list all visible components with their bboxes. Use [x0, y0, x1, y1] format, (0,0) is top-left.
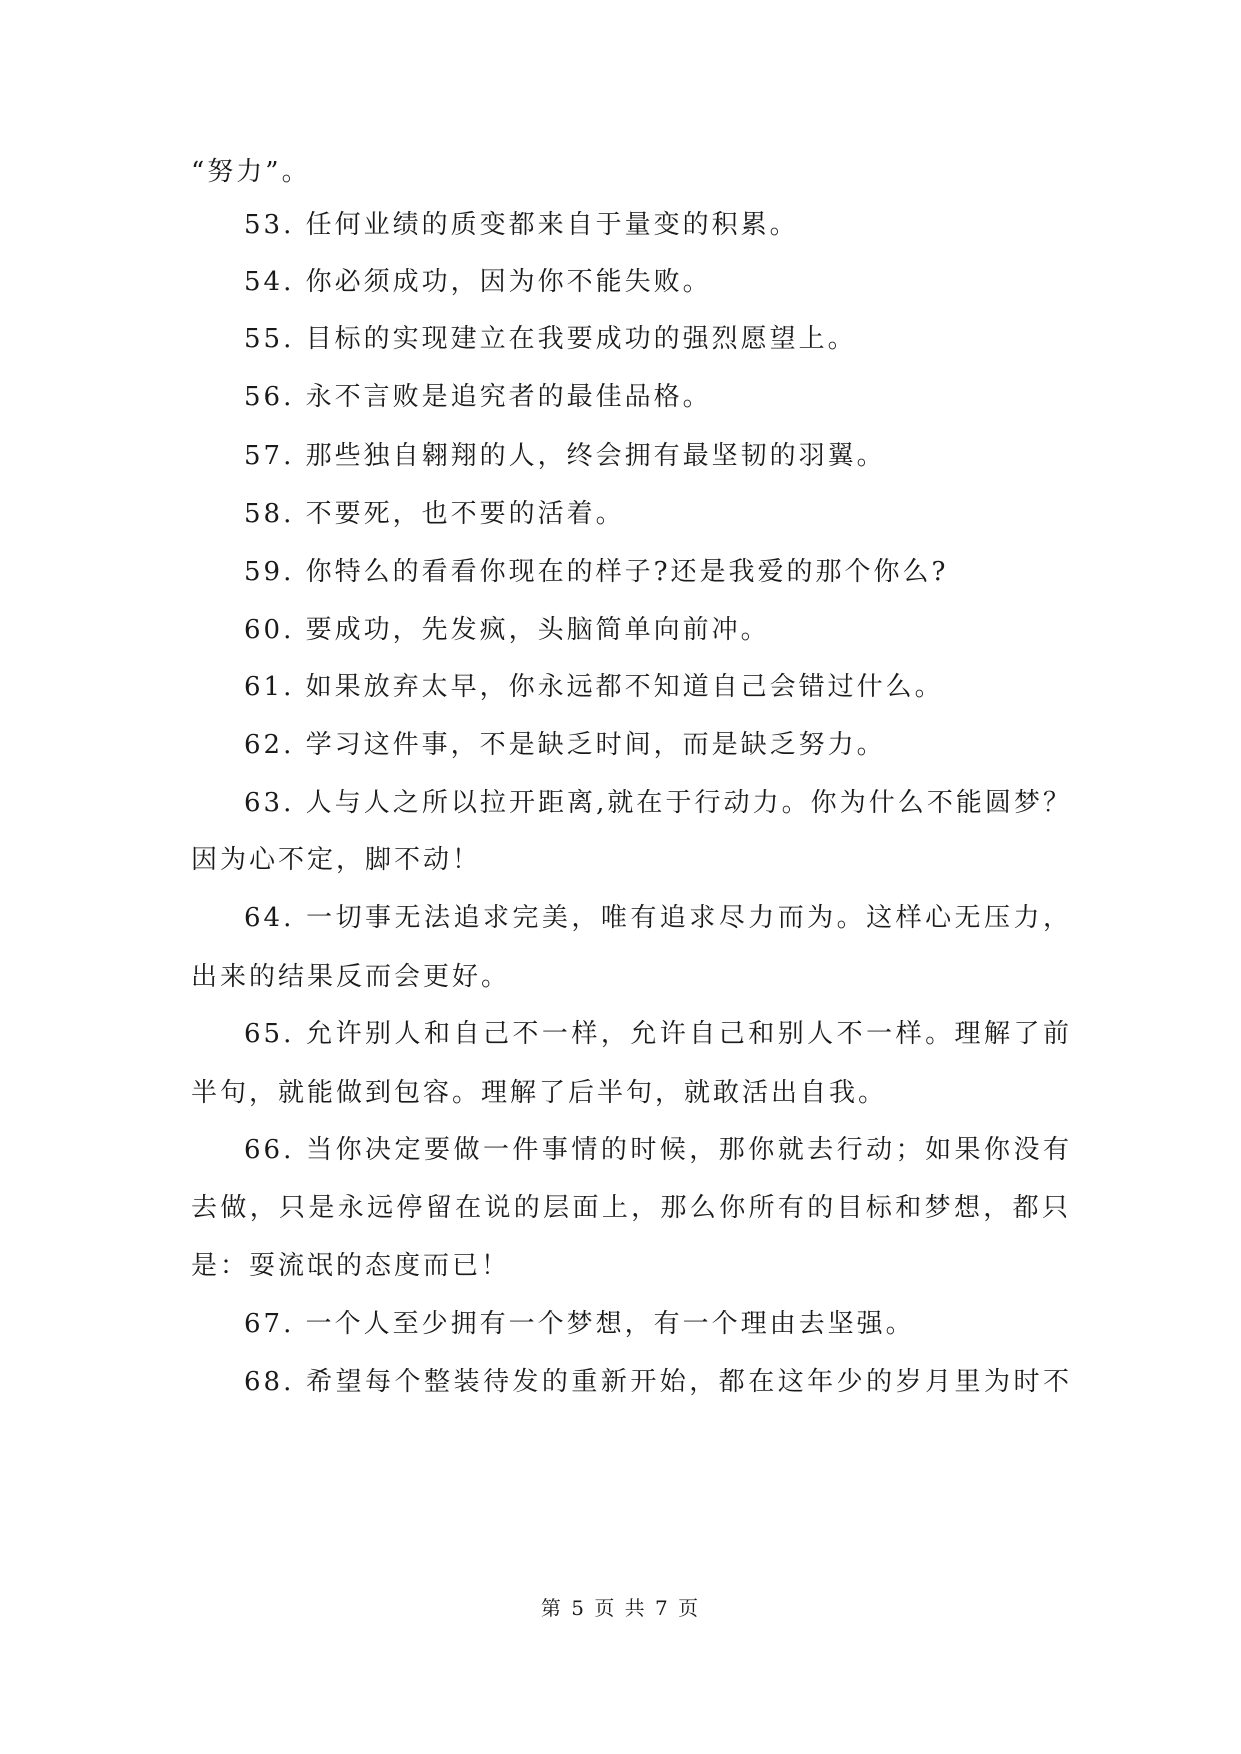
item-57: 57. 那些独自翱翔的人，终会拥有最坚韧的羽翼。: [244, 441, 886, 471]
item-59: 59. 你特么的看看你现在的样子?还是我爱的那个你么?: [244, 557, 949, 587]
item-58: 58. 不要死，也不要的活着。: [244, 499, 625, 529]
item-68: 68. 希望每个整装待发的重新开始，都在这年少的岁月里为时不: [244, 1367, 1072, 1397]
page-footer: 第 5 页 共 7 页: [540, 1596, 701, 1620]
item-56: 56. 永不言败是追究者的最佳品格。: [244, 382, 712, 412]
item-63-continued: 因为心不定，脚不动！: [191, 845, 482, 875]
item-62: 62. 学习这件事，不是缺乏时间，而是缺乏努力。: [244, 730, 886, 760]
item-54: 54. 你必须成功，因为你不能失败。: [244, 267, 712, 297]
item-66: 66. 当你决定要做一件事情的时候，那你就去行动；如果你没有: [244, 1135, 1072, 1165]
item-65: 65. 允许别人和自己不一样，允许自己和别人不一样。理解了前: [244, 1019, 1072, 1049]
item-66-continued-1: 去做，只是永远停留在说的层面上，那么你所有的目标和梦想，都只: [191, 1193, 1071, 1223]
item-55: 55. 目标的实现建立在我要成功的强烈愿望上。: [244, 324, 857, 354]
item-63: 63. 人与人之所以拉开距离,就在于行动力。你为什么不能圆梦？: [244, 788, 1072, 818]
item-64-continued: 出来的结果反而会更好。: [191, 962, 511, 992]
item-65-continued: 半句，就能做到包容。理解了后半句，就敢活出自我。: [191, 1078, 888, 1108]
item-67: 67. 一个人至少拥有一个梦想，有一个理由去坚强。: [244, 1309, 915, 1339]
item-60: 60. 要成功，先发疯，头脑简单向前冲。: [244, 615, 770, 645]
item-61: 61. 如果放弃太早，你永远都不知道自己会错过什么。: [244, 672, 944, 702]
item-64: 64. 一切事无法追求完美，唯有追求尽力而为。这样心无压力，: [244, 903, 1072, 933]
item-66-continued-2: 是：耍流氓的态度而已！: [191, 1251, 511, 1281]
text-line-1: “努力”。: [191, 157, 311, 187]
item-53: 53. 任何业绩的质变都来自于量变的积累。: [244, 210, 799, 240]
